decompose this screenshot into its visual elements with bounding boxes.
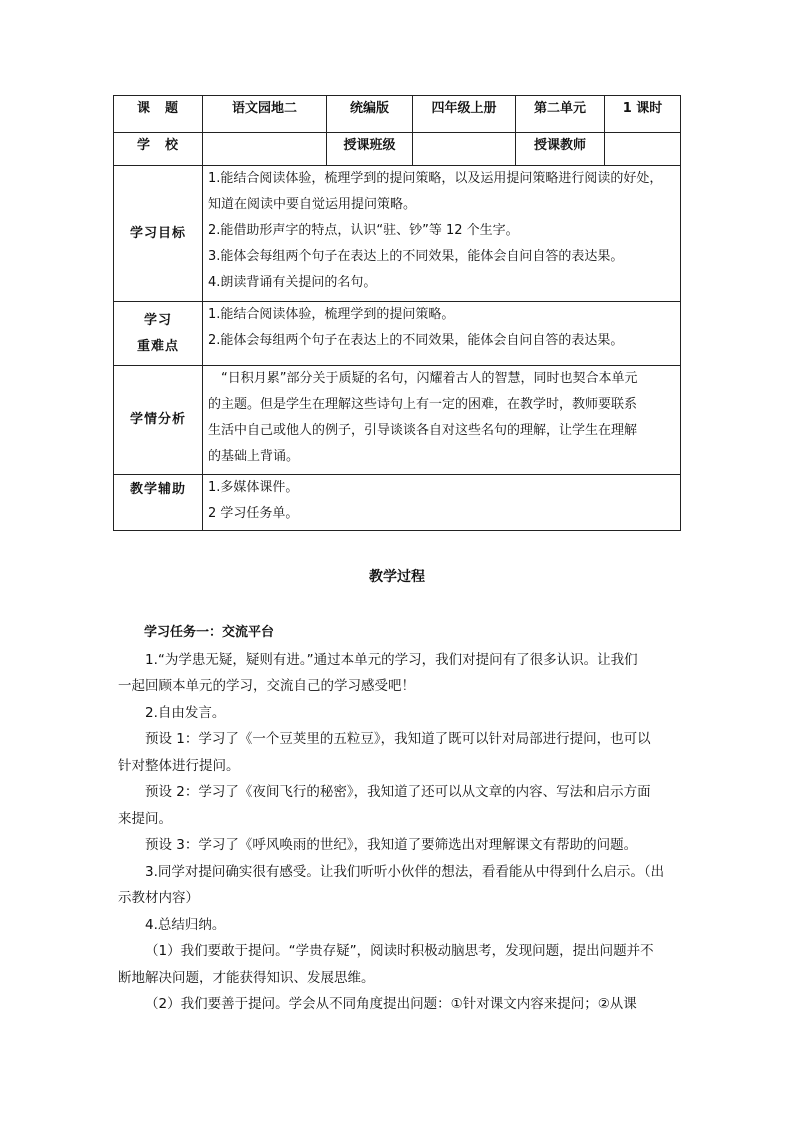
row-school [114,133,681,166]
paragraph: 3.同学对提问确实很有感受。让我们听听小伙伴的想法，看看能从中得到什么启示。（出 [145,863,665,880]
hours: 1 课时 [605,96,681,133]
paragraph: 预设 3：学习了《呼风唤雨的世纪》，我知道了要筛选出对理解课文有帮助的问题。 [145,837,638,853]
keypoints-label-line1: 学习 [143,312,172,328]
grade: 四年级上册 [413,96,516,133]
paragraph: 2.自由发言。 [145,704,226,721]
aid-item: 1.多媒体课件。 [208,480,299,495]
goals-label: 学习目标 [114,166,203,302]
keypoints-label-line2: 重难点 [136,338,179,354]
goal-item: 2.能借助形声字的特点，认识“驻、钞”等 12 个生字。 [208,223,519,238]
paragraph: 1.“为学患无疑，疑则有进。”通过本单元的学习，我们对提问有了很多认识。让我们 [145,651,638,668]
edition: 统编版 [327,96,413,133]
process-title: 教学过程 [369,569,425,585]
paragraph: 预设 2：学习了《夜间飞行的秘密》，我知道了还可以从文章的内容、写法和启示方面 [145,784,651,800]
aids-label: 教学辅助 [114,475,203,531]
lesson-info-table [113,95,681,531]
analysis-line: “日积月累”部分关于质疑的名句，闪耀着古人的智慧，同时也契合本单元 [221,371,638,386]
school-value [203,133,327,166]
process-body [118,620,678,1018]
paragraph: 一起回顾本单元的学习，交流自己的学习感受吧！ [118,678,415,694]
paragraph: 4.总结归纳。 [145,916,226,933]
teacher-value [605,133,681,166]
paragraph: 针对整体进行提问。 [118,757,240,774]
row-course [114,96,681,133]
paragraph: （2）我们要善于提问。学会从不同角度提出问题：①针对课文内容来提问；②从课 [145,996,637,1012]
analysis-line: 的基础上背诵。 [208,449,300,464]
course-label: 课 题 [114,96,203,133]
task1-heading: 学习任务一：交流平台 [144,625,275,640]
keypoint-item: 1.能结合阅读体验，梳理学到的提问策略。 [208,307,455,322]
analysis-line: 生活中自己或他人的例子，引导谈谈各自对这些名句的理解，让学生在理解 [208,423,638,438]
aid-item: 2 学习任务单。 [208,506,299,521]
row-aids [114,475,681,531]
analysis-line: 的主题。但是学生在理解这些诗句上有一定的困难，在教学时，教师要联系 [208,397,638,412]
row-analysis [114,366,681,475]
keypoints-content [203,302,681,366]
paragraph: 示教材内容） [118,890,199,906]
course-name: 语文园地二 [203,96,327,133]
class-label: 授课班级 [327,133,413,166]
aids-content [203,475,681,531]
paragraph: 断地解决问题，才能获得知识、发展思维。 [118,969,375,986]
unit: 第二单元 [516,96,605,133]
paragraph: 来提问。 [118,810,172,827]
paragraph: （1）我们要敢于提问。“学贵存疑”，阅读时积极动脑思考，发现问题，提出问题并不 [145,943,654,959]
class-value [413,133,516,166]
analysis-label: 学情分析 [114,366,203,475]
teacher-label: 授课教师 [516,133,605,166]
keypoints-label [114,302,203,366]
goals-content [203,166,681,302]
analysis-content [203,366,681,475]
goal-item: 3.能体会每组两个句子在表达上的不同效果，能体会自问自答的表达果。 [208,249,624,264]
paragraph: 预设 1：学习了《一个豆荚里的五粒豆》，我知道了既可以针对局部进行提问，也可以 [145,731,651,747]
goal-item: 4.朗读背诵有关提问的名句。 [208,275,377,290]
school-label: 学 校 [114,133,203,166]
row-goals [114,166,681,302]
row-keypoints [114,302,681,366]
goal-item: 知道在阅读中要自觉运用提问策略。 [208,197,417,212]
keypoint-item: 2.能体会每组两个句子在表达上的不同效果，能体会自问自答的表达果。 [208,333,624,348]
goal-item: 1.能结合阅读体验，梳理学到的提问策略，以及运用提问策略进行阅读的好处， [208,171,663,186]
